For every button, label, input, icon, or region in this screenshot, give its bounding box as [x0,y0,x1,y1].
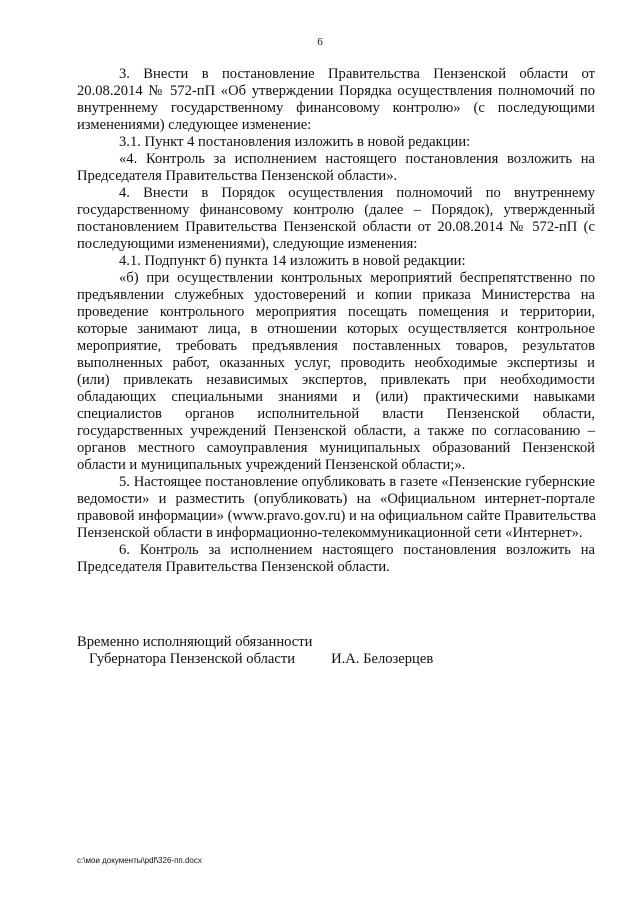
text-line: ведомости» и разместить (опубликовать) на «Официальном интернет-портале [77,491,595,507]
text-line: внутреннему государственному финансовому контролю» (с последующими [77,100,595,116]
text-line: Пензенской области в информационно-телекоммуникационной сети «Интернет». [77,525,583,541]
page-number: 6 [317,36,323,48]
text-line: (или) привлекать независимых экспертов, привлекать при необходимости [77,372,595,388]
text-line: «4. Контроль за исполнением настоящего постановления возложить на [119,151,595,167]
signatory-name: И.А. Белозерцев [331,651,434,667]
signatory-position-row [77,651,433,668]
text-line: изменениями) следующее изменение: [77,117,312,133]
text-line: выполненных работ, оказанных услуг, проводить необходимые экспертизы и [77,355,595,371]
text-line: которые занимают лица, в отношении которых осуществляется контрольное [77,321,595,337]
text-line: государственному финансовому контролю (далее – Порядок), утвержденный [77,202,595,218]
text-line: предъявлении служебных удостоверений и копии приказа Министерства на [77,287,595,303]
text-line: 6. Контроль за исполнением настоящего постановления возложить на [119,542,595,558]
text-line: государственных учреждений Пензенской области, а также по согласованию – [77,423,595,439]
document-body [77,66,595,576]
text-line: «б) при осуществлении контрольных мероприятий беспрепятственно по [119,270,595,286]
file-path-footer: c:\мои документы\pdf\326-пп.docx [77,856,202,865]
text-line: мероприятие, требовать предъявления поставленных товаров, результатов [77,338,595,354]
text-line: специалистов органов исполнительной власти Пензенской области, [77,406,595,422]
signature-block [77,634,433,668]
text-line: проведение контрольного мероприятия посещать помещения и территории, [77,304,595,320]
text-line: правовой информации» (www.pravo.gov.ru) и на официальном сайте Правительства [77,508,597,524]
text-line: 3.1. Пункт 4 постановления изложить в новой редакции: [119,134,471,150]
text-line: последующими изменениями), следующие изменения: [77,236,418,252]
text-line: Председателя Правительства Пензенской области. [77,559,390,575]
text-line: обладающих специальными знаниями и (или) практическими навыками [77,389,595,405]
signatory-position: Губернатора Пензенской области [89,651,296,667]
text-line: 3. Внести в постановление Правительства Пензенской области от [119,66,595,82]
text-line: органов местного самоуправления муниципальных образований Пензенской [77,440,595,456]
text-line: области и муниципальных учреждений Пензенской области;». [77,457,466,473]
text-line: 5. Настоящее постановление опубликовать в газете «Пензенские губернские [119,474,595,490]
signatory-title: Временно исполняющий обязанности [77,634,313,650]
text-line: 4. Внести в Порядок осуществления полномочий по внутреннему [119,185,595,201]
text-line: 20.08.2014 № 572-пП «Об утверждении Порядка осуществления полномочий по [77,83,595,99]
text-line: Председателя Правительства Пензенской области». [77,168,398,184]
text-line: постановлением Правительства Пензенской области от 20.08.2014 № 572-пП (с [77,219,595,235]
text-line: 4.1. Подпункт б) пункта 14 изложить в новой редакции: [119,253,466,269]
